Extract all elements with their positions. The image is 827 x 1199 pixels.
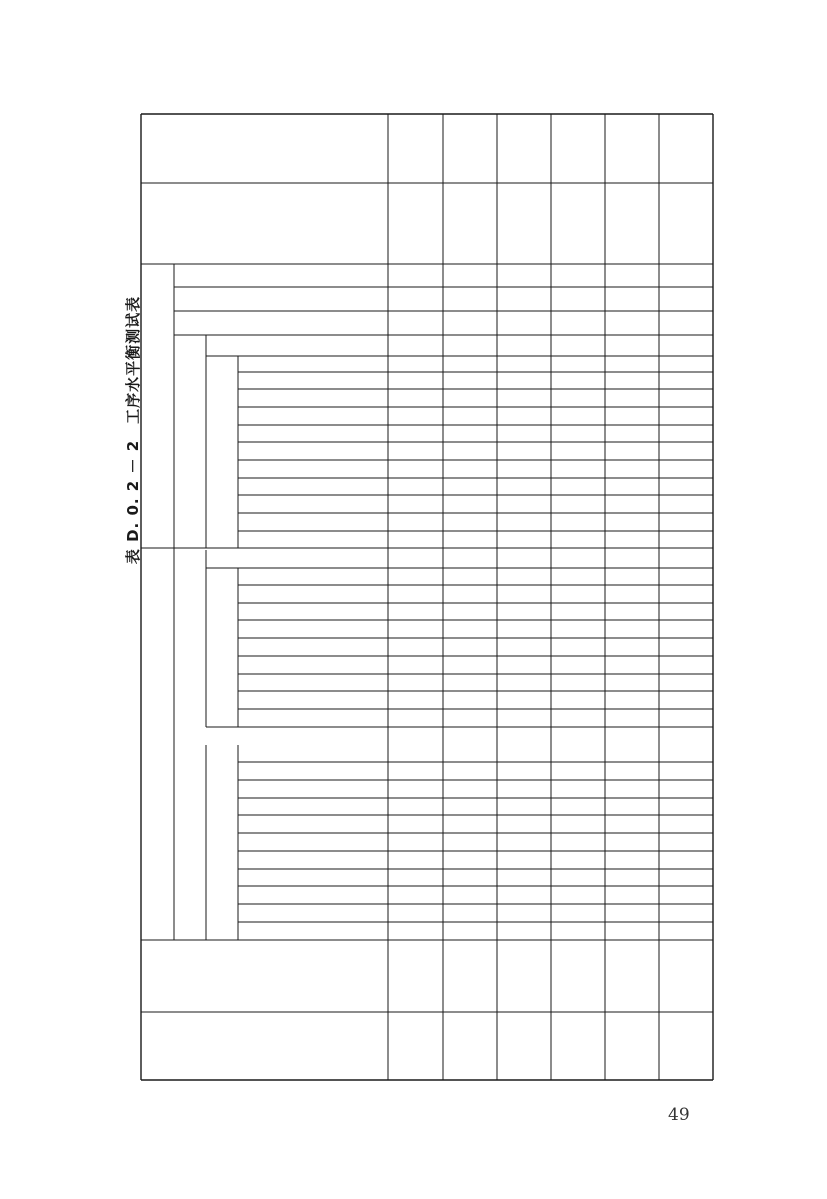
page-number: 49 [668, 1105, 690, 1125]
table-title: 表 D. 0. 2 － 2 工序水平衡测试表 [124, 295, 142, 565]
